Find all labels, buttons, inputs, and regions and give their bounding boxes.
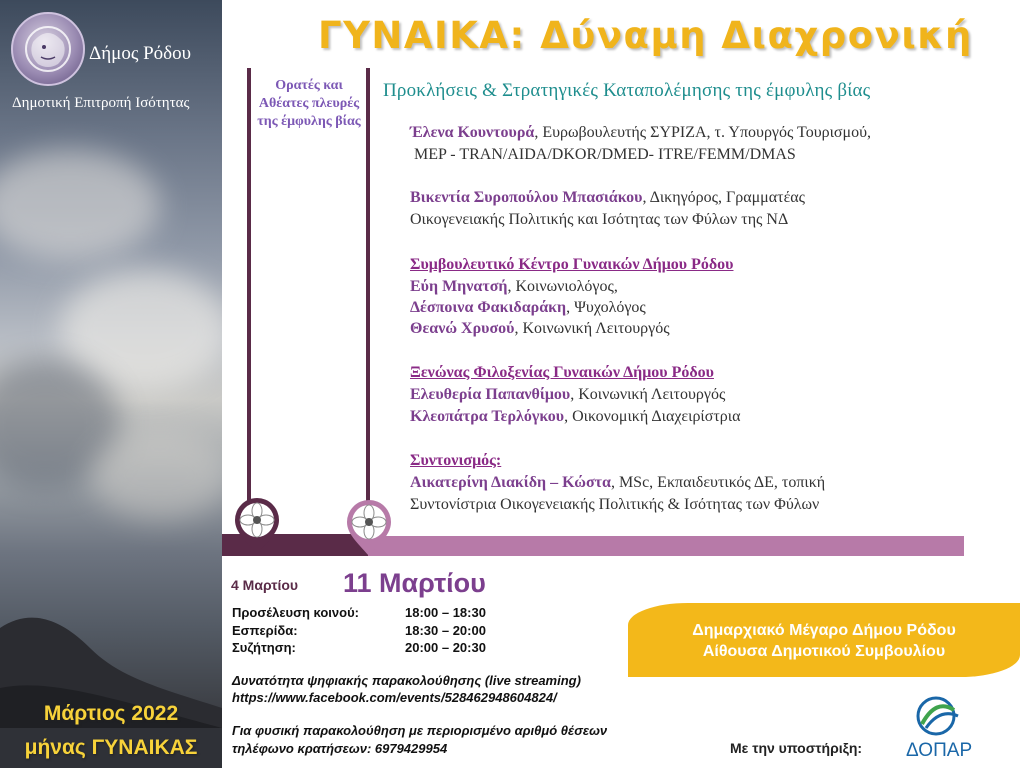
flower-pin-icon [343, 496, 395, 558]
speaker-line [410, 299, 646, 317]
series-theme-label: Ορατές και Αθέατες πλευρές της έμφυλης βίας [257, 78, 361, 129]
speaker-name: Αικατερίνη Διακίδη – Κώστα [410, 474, 611, 491]
schedule-time: 18:00 – 18:30 [405, 605, 486, 620]
sponsor-name: ΔΟΠΑΡ [906, 740, 973, 761]
speaker-name: Εύη Μηνατσή [410, 278, 508, 295]
organization-heading: Συμβουλευτικό Κέντρο Γυναικών Δήμου Ρόδου [410, 256, 734, 273]
speaker-role: , Ψυχολόγος [566, 299, 646, 316]
speaker-role: , Δικηγόρος, Γραμματέας [642, 189, 806, 206]
speaker-line [410, 408, 740, 426]
schedule-label: Συζήτηση: [232, 640, 296, 655]
support-label: Με την υποστήριξη: [730, 740, 863, 756]
coordination-heading: Συντονισμός: [410, 452, 502, 469]
venue-room: Αίθουσα Δημοτικού Συμβουλίου [702, 643, 946, 660]
speaker-name: Θεανώ Χρυσού [410, 320, 515, 337]
venue-building: Δημαρχιακό Μέγαρο Δήμου Ρόδου [692, 622, 956, 639]
streaming-info: Δυνατότητα ψηφιακής παρακολούθησης (live streaming) [232, 673, 581, 688]
previous-event-date: 4 Μαρτίου [231, 577, 299, 593]
venue-banner [628, 603, 1020, 677]
timeline-line-light [366, 68, 370, 510]
speaker-name: Δέσποινα Φακιδαράκη [410, 299, 567, 316]
dopar-logo-icon [912, 694, 964, 738]
streaming-link[interactable]: https://www.facebook.com/events/528462948604824/ [232, 690, 557, 705]
speaker-role: , MSc, Εκπαιδευτικός ΔΕ, τοπική [610, 474, 826, 491]
attendance-info: Για φυσική παρακολούθηση με περιορισμένο αριθμό θέσεων [232, 723, 608, 738]
speaker-name: Ελευθερία Παπανθίμου [410, 386, 571, 403]
speaker-role: , Κοινωνική Λειτουργός [514, 320, 670, 337]
reservation-phone: τηλέφωνο κρατήσεων: 6979429954 [232, 741, 448, 756]
timeline-line-dark [247, 68, 251, 510]
event-date: 11 Μαρτίου [343, 568, 486, 598]
municipality-name: Δήμος Ρόδου [89, 43, 192, 64]
hero-image-panel [0, 0, 222, 768]
speaker-name: Κλεοπάτρα Τερλόγκου [410, 408, 565, 425]
schedule-time: 20:00 – 20:30 [405, 640, 486, 655]
month-theme: μήνας ΓΥΝΑΙΚΑΣ [24, 736, 198, 759]
event-subtitle: Προκλήσεις & Στρατηγικές Καταπολέμησης της έμφυλης βίας [383, 80, 871, 101]
speaker-line [410, 386, 725, 404]
speaker-role: , Οικονομική Διαχειρίστρια [564, 408, 741, 425]
schedule-time: 18:30 – 20:00 [405, 623, 486, 638]
speaker-line [410, 320, 670, 338]
timeline-bar-current [368, 536, 964, 556]
speaker-role: , Ευρωβουλευτής ΣΥΡΙΖΑ, τ. Υπουργός Τουρισμού, [534, 124, 872, 141]
page-title: ΓΥΝΑΙΚΑ: Δύναμη Διαχρονική [318, 14, 973, 57]
speaker-line [410, 124, 871, 142]
speaker-role: , Κοινωνιολόγος, [507, 278, 618, 295]
speaker-role-continued: Οικογενειακής Πολιτικής και Ισότητας των Φύλων της ΝΔ [410, 211, 789, 228]
speaker-line [410, 474, 825, 492]
speaker-line [410, 189, 805, 207]
month-label: Μάρτιος 2022 [43, 702, 179, 725]
schedule-label: Εσπερίδα: [232, 623, 298, 638]
organization-heading: Ξενώνας Φιλοξενίας Γυναικών Δήμου Ρόδου [410, 364, 714, 381]
speaker-role: , Κοινωνική Λειτουργός [570, 386, 726, 403]
flower-pin-icon [231, 494, 283, 556]
committee-name: Δημοτική Επιτροπή Ισότητας [12, 95, 190, 111]
speaker-role-continued: Συντονίστρια Οικογενειακής Πολιτικής & Ισότητας των Φύλων [410, 496, 820, 513]
mountain-silhouette [0, 538, 222, 768]
speaker-name: Βικεντία Συροπούλου Μπασιάκου [410, 189, 643, 206]
municipality-logo-icon [11, 12, 85, 86]
speaker-committees: MEP - TRAN/AIDA/DKOR/DMED- ITRE/FEMM/DMAS [414, 146, 796, 163]
schedule-label: Προσέλευση κοινού: [232, 605, 359, 620]
speaker-line [410, 278, 618, 296]
speaker-name: Έλενα Κουντουρά [410, 124, 535, 141]
